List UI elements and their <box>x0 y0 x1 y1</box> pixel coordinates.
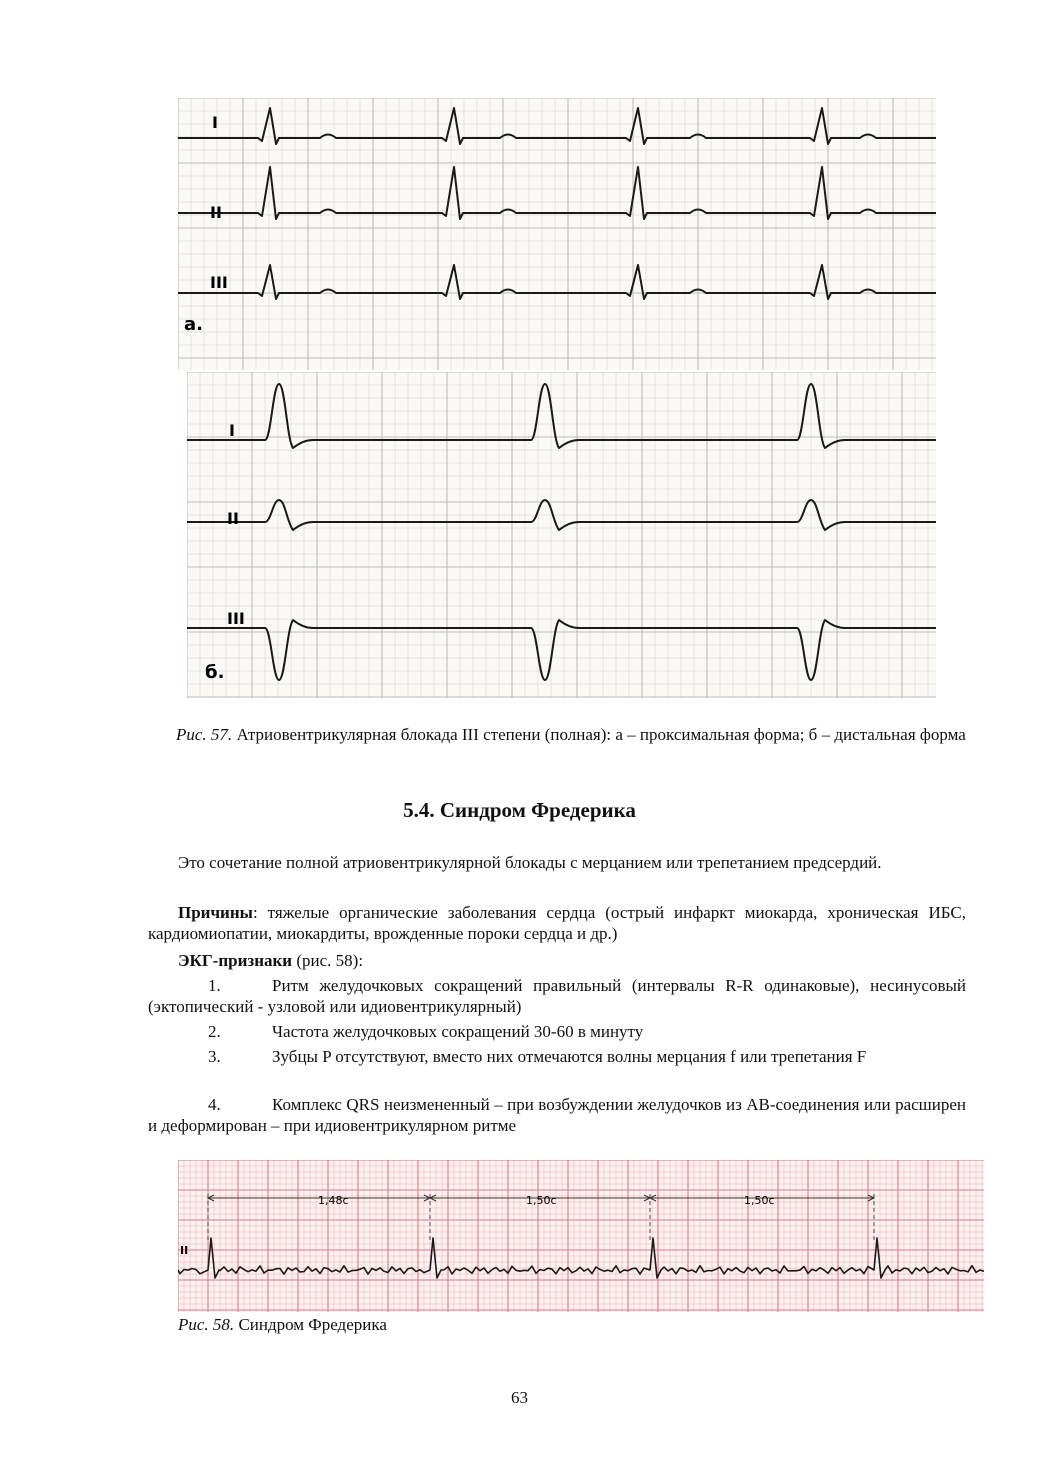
list-item-number: 2. <box>208 1022 221 1041</box>
list-item <box>148 975 966 1017</box>
lead-label-II: II <box>227 509 239 528</box>
list-item <box>148 1046 966 1067</box>
ecg-signs-paragraph <box>148 950 966 971</box>
lead-label-II: II <box>180 1244 189 1257</box>
ecg-trace <box>178 265 936 299</box>
lead-label-I: I <box>229 421 235 440</box>
ecg-signs-ref: (рис. 58): <box>292 951 364 970</box>
figure-57-caption-text: Атриовентрикулярная блокада III степени (полная): а – проксимальная форма; б – дистальная форма <box>236 725 966 744</box>
list-item-text: Ритм желудочковых сокращений правильный (интервалы R-R одинаковые), несинусовый (эктопический - узловой или идиовентрикулярный) <box>148 976 966 1016</box>
ecg-chart-57b <box>187 372 936 698</box>
panel-label-a: а. <box>184 314 203 335</box>
lead-label-III: III <box>227 609 245 628</box>
ecg-grid <box>187 372 936 698</box>
causes-label: Причины <box>178 903 253 922</box>
ecg-figure-57a <box>178 98 936 370</box>
lead-label-III: III <box>210 273 228 292</box>
list-item-text: Частота желудочковых сокращений 30-60 в минуту <box>272 1022 644 1041</box>
interval-label: 1,50с <box>744 1194 775 1207</box>
causes-paragraph <box>148 902 966 944</box>
intro-paragraph: Это сочетание полной атриовентрикулярной блокады с мерцанием или трепетанием предсердий. <box>178 853 882 872</box>
figure-57-caption <box>148 724 968 745</box>
panel-label-b: б. <box>205 662 225 683</box>
ecg-traces <box>187 384 936 680</box>
figure-58-caption <box>178 1314 387 1335</box>
list-item-text: Зубцы P отсутствуют, вместо них отмечаются волны мерцания f или трепетания F <box>272 1047 867 1066</box>
figure-58-caption-prefix: Рис. 58. <box>178 1315 235 1334</box>
lead-label-I: I <box>212 113 218 132</box>
ecg-traces <box>178 108 936 299</box>
list-item-number: 1. <box>208 976 221 995</box>
page-number: 63 <box>511 1388 528 1407</box>
ecg-figure-57b <box>187 372 936 698</box>
ecg-figure-58 <box>178 1160 984 1312</box>
list-item <box>148 1094 966 1136</box>
causes-text: : тяжелые органические заболевания сердца (острый инфаркт миокарда, хроническая ИБС, кардиомиопатии, миокардиты, врожденные пороки сердца и др.) <box>148 903 966 943</box>
list-item <box>148 1021 966 1042</box>
section-heading: 5.4. Синдром Фредерика <box>403 798 636 822</box>
ecg-chart-58 <box>178 1160 984 1312</box>
ecg-trace <box>178 167 936 219</box>
list-item-number: 4. <box>208 1095 221 1114</box>
interval-label: 1,50с <box>526 1194 557 1207</box>
figure-57-caption-prefix: Рис. 57. <box>176 725 233 744</box>
interval-label: 1,48с <box>318 1194 349 1207</box>
lead-label-II: II <box>210 203 222 222</box>
ecg-trace <box>178 108 936 144</box>
ecg-chart-57a <box>178 98 936 370</box>
figure-58-caption-text: Синдром Фредерика <box>234 1315 387 1334</box>
ecg-trace <box>187 384 936 448</box>
ecg-grid <box>178 1160 984 1312</box>
ecg-signs-label: ЭКГ-признаки <box>178 951 293 970</box>
list-item-text: Комплекс QRS неизмененный – при возбуждении желудочков из АВ-соединения или расширен и деформирован – при идиовентрикулярном ритме <box>148 1095 966 1135</box>
list-item-number: 3. <box>208 1047 221 1066</box>
